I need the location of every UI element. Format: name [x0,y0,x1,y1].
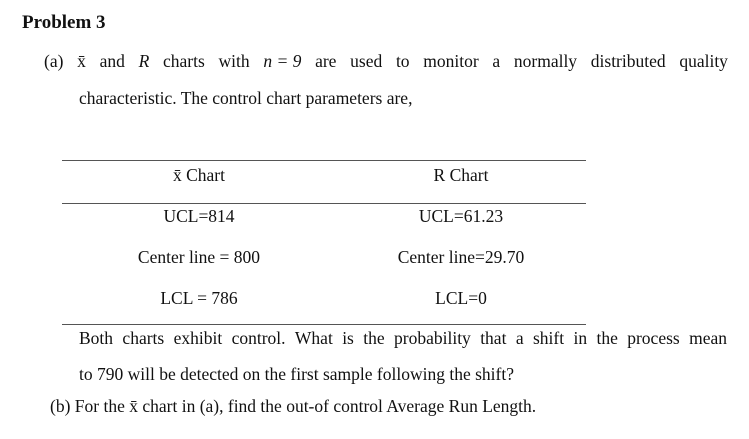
xbar-center-line: Center line = 800 [137,247,261,267]
word: control. [231,328,286,348]
word: mean [689,328,727,348]
table-header-rule [62,203,586,204]
r-center-line: Center line=29.70 [397,247,525,267]
word: charts [162,51,205,71]
xbar-symbol: x̄ [77,51,86,71]
sample-size: n = 9 [263,51,302,71]
part-a-line-1 [44,51,728,72]
word: that [480,328,507,348]
word: with [218,51,250,71]
word: (a) [44,51,64,71]
word: process [627,328,680,348]
word: shift [532,328,565,348]
r-lcl: LCL=0 [435,288,487,308]
word: What [294,328,333,348]
word: Both [79,328,114,348]
header-r-chart: R Chart [433,165,489,185]
r-symbol: R [138,51,150,71]
word: is [342,328,354,348]
word: the [363,328,385,348]
word: monitor [423,51,479,71]
question-line-1 [79,328,727,349]
table-top-rule [62,160,586,161]
word: distributed [590,51,666,71]
word: in [573,328,588,348]
word: and [99,51,125,71]
r-ucl: UCL=61.23 [418,206,504,226]
word: the [596,328,618,348]
part-a-line-2: characteristic. The control chart parameters are, [79,88,413,108]
part-b-suffix: chart in (a), find the out-of control Average Run Length. [142,396,537,416]
word: quality [679,51,728,71]
word: normally [513,51,578,71]
word: probability [394,328,471,348]
word: a [515,328,524,348]
xbar-lcl: LCL = 786 [160,288,238,308]
header-xbar-chart: x̄ Chart [172,165,225,185]
question-line-2: to 790 will be detected on the first sample following the shift? [79,364,514,384]
problem-title: Problem 3 [22,12,106,33]
word: a [492,51,501,71]
part-b-line [50,396,536,417]
word: charts [122,328,165,348]
word: are [315,51,337,71]
xbar-symbol: x̄ [129,396,138,416]
table-bottom-rule [62,324,586,325]
word: to [395,51,410,71]
word: used [350,51,383,71]
part-b-prefix: (b) For the [50,396,125,416]
word: exhibit [173,328,223,348]
xbar-ucl: UCL=814 [163,206,235,226]
